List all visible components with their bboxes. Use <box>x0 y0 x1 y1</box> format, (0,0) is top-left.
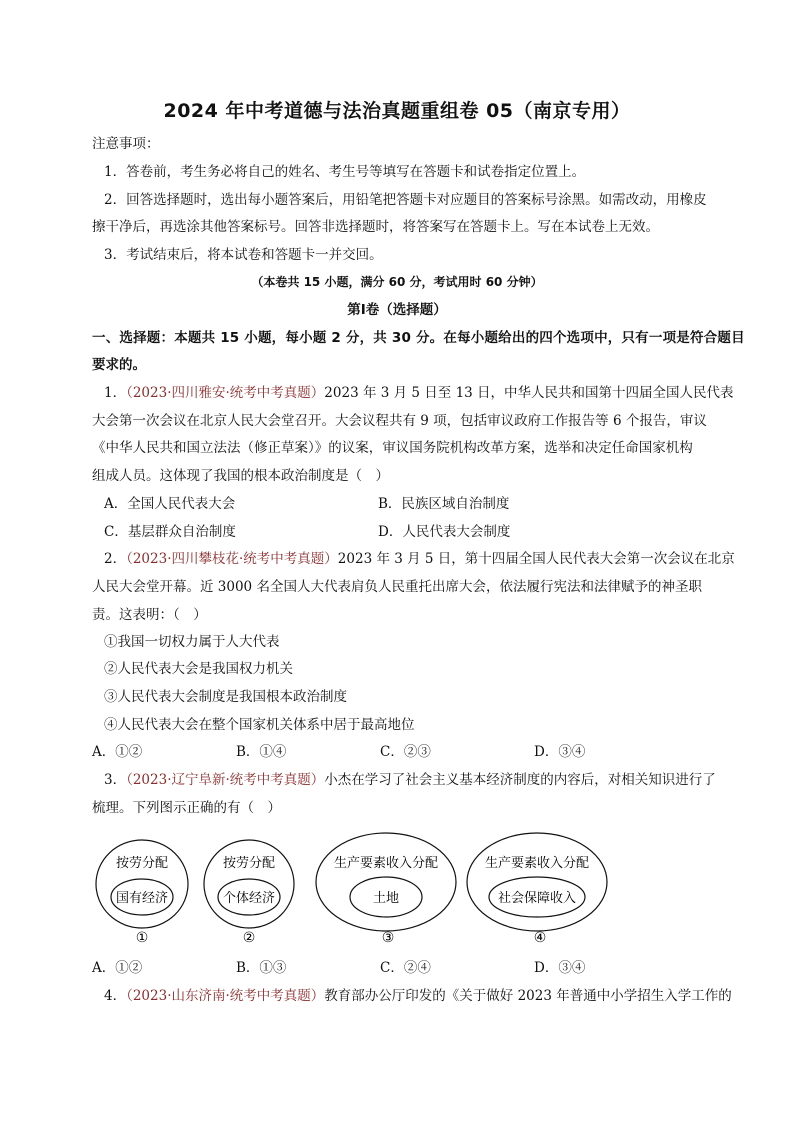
inner-label: 国有经济 <box>115 891 169 906</box>
question-text: 小杰在学习了社会主义基本经济制度的内容后，对相关知识进行了 <box>324 772 716 788</box>
inner-label: 社会保障收入 <box>497 891 577 906</box>
diagram-1 <box>96 840 188 946</box>
q2-statement-4: ④人民代表大会在整个国家机关体系中居于最高地位 <box>104 717 415 733</box>
outer-label: 生产要素收入分配 <box>333 856 439 871</box>
q2-statement-3: ③人民代表大会制度是我国根本政治制度 <box>104 689 347 705</box>
diagram-4 <box>467 833 607 946</box>
inner-label: 个体经济 <box>222 891 276 906</box>
question-1-line-4: 组成人员。这体现了我国的根本政治制度是（ ） <box>92 468 389 484</box>
q1-option-d[interactable]: D．人民代表大会制度 <box>378 524 511 540</box>
q2-statement-2: ②人民代表大会是我国权力机关 <box>104 661 293 677</box>
diagram-label: ① <box>135 930 149 946</box>
notice-item-1: 1．答卷前，考生务必将自己的姓名、考生号等填写在答题卡和试卷指定位置上。 <box>104 164 586 180</box>
question-source: （2023·辽宁阜新·统考中考真题） <box>126 772 325 788</box>
q1-option-b[interactable]: B．民族区域自治制度 <box>378 496 510 512</box>
notice-heading: 注意事项： <box>92 136 160 152</box>
question-source: （2023·四川攀枝花·统考中考真题） <box>126 551 338 567</box>
q3-option-a[interactable]: A．①② <box>92 960 143 976</box>
question-text: 教育部办公厅印发的《关于做好 2023 年普通中小学招生入学工作的 <box>324 988 732 1004</box>
exam-info: （本卷共 15 小题，满分 60 分，考试用时 60 分钟） <box>251 275 543 289</box>
q3-option-b[interactable]: B．①③ <box>236 960 287 976</box>
question-1-line-3: 《中华人民共和国立法法（修正草案）》的议案，审议国务院机构改革方案，选举和决定任命国家机构 <box>92 440 693 456</box>
question-3-line-1 <box>104 770 744 790</box>
notice-item-2: 2．回答选择题时，选出每小题答案后，用铅笔把答题卡对应题目的答案标号涂黑。如需改动，用橡皮 <box>104 192 707 208</box>
q2-option-b[interactable]: B．①④ <box>236 744 287 760</box>
notice-item-3: 3．考试结束后，将本试卷和答题卡一并交回。 <box>104 247 383 263</box>
section-intro-line-2: 要求的。 <box>92 357 146 373</box>
question-source: （2023·四川雅安·统考中考真题） <box>126 385 325 401</box>
diagram-label: ③ <box>381 930 395 946</box>
outer-label: 生产要素收入分配 <box>484 856 590 871</box>
diagram-label: ④ <box>533 930 547 946</box>
diagram-2 <box>204 840 294 946</box>
section-title: 第Ⅰ卷（选择题） <box>347 302 447 318</box>
q3-option-c[interactable]: C．②④ <box>380 960 431 976</box>
q2-option-c[interactable]: C．②③ <box>380 744 431 760</box>
section-intro-line-1: 一、选择题：本题共 15 小题，每小题 2 分，共 30 分。在每小题给出的四个选项中，只有一项是符合题目 <box>92 330 745 346</box>
question-number: 4． <box>104 988 127 1004</box>
q2-statement-1: ①我国一切权力属于人大代表 <box>104 634 280 650</box>
question-1-line-2: 大会第一次会议在北京人民大会堂召开。大会议程共有 9 项，包括审议政府工作报告等 6 个报告，审议 <box>92 413 707 429</box>
outer-circle <box>467 833 607 931</box>
inner-label: 土地 <box>372 891 400 906</box>
outer-circle <box>316 833 456 931</box>
question-2-line-3: 责。这表明：（ ） <box>92 607 207 623</box>
outer-label: 按劳分配 <box>222 856 276 871</box>
question-source: （2023·山东济南·统考中考真题） <box>126 988 325 1004</box>
q2-option-a[interactable]: A．①② <box>92 744 143 760</box>
question-number: 1． <box>104 385 127 401</box>
page-title: 2024 年中考道德与法治真题重组卷 05（南京专用） <box>163 100 631 122</box>
q2-option-d[interactable]: D．③④ <box>534 744 586 760</box>
notice-item-2-cont: 擦干净后，再选涂其他答案标号。回答非选择题时，将答案写在答题卡上。写在本试卷上无效。 <box>92 219 659 235</box>
question-3-line-2: 梳理。下列图示正确的有（ ） <box>92 800 281 816</box>
question-4-line-1 <box>104 986 744 1006</box>
diagram-label: ② <box>242 930 256 946</box>
question-number: 2． <box>104 551 127 567</box>
q3-option-d[interactable]: D．③④ <box>534 960 586 976</box>
outer-label: 按劳分配 <box>115 856 169 871</box>
q1-option-a[interactable]: A．全国人民代表大会 <box>104 496 236 512</box>
question-2-line-2: 人民大会堂开幕。近 3000 名全国人大代表肩负人民重托出席大会，依法履行宪法和法律赋予的神圣职 <box>92 579 702 595</box>
question-2-line-1 <box>104 549 744 569</box>
question-number: 3． <box>104 772 127 788</box>
venn-diagrams <box>0 820 794 955</box>
question-text: 2023 年 3 月 5 日，第十四届全国人民代表大会第一次会议在北京 <box>337 551 735 567</box>
question-1-line-1 <box>104 383 744 403</box>
q1-option-c[interactable]: C．基层群众自治制度 <box>104 524 236 540</box>
question-text: 2023 年 3 月 5 日至 13 日，中华人民共和国第十四届全国人民代表 <box>324 385 734 401</box>
diagram-3 <box>316 833 456 946</box>
